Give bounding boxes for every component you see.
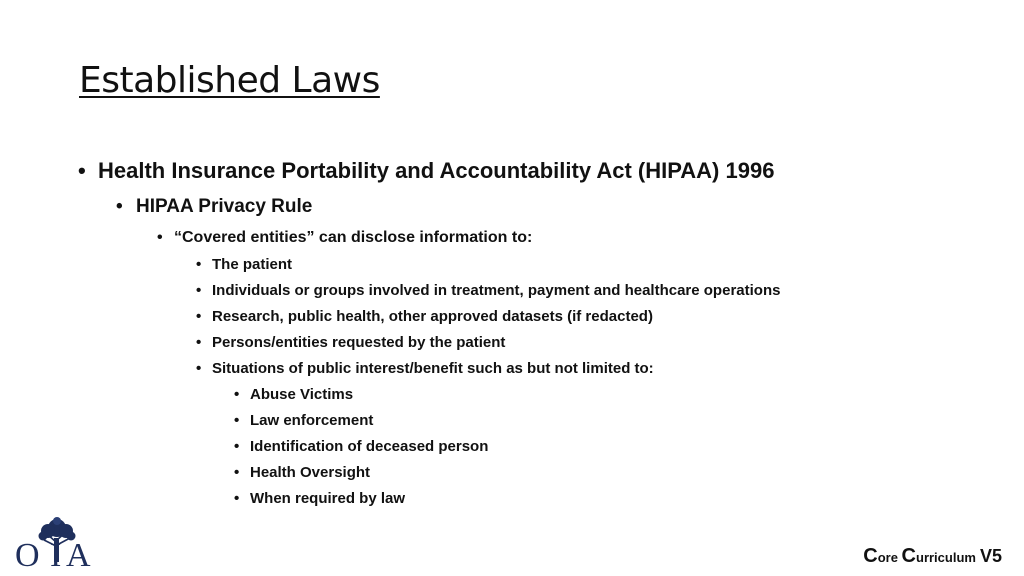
- bullet-item: [234, 464, 371, 481]
- bullet-item: [234, 438, 489, 455]
- bullet-text: Identification of deceased person: [250, 438, 489, 455]
- bullet-item: [234, 412, 374, 429]
- bullet-text: Law enforcement: [250, 412, 374, 429]
- bullet-icon: •: [234, 464, 240, 481]
- bullet-item: [116, 196, 313, 218]
- bullet-item: [196, 282, 781, 299]
- bullet-text: Health Insurance Portability and Accountability Act (HIPAA) 1996: [98, 158, 775, 183]
- logo-lettering: O: [15, 537, 40, 570]
- bullet-icon: •: [196, 334, 202, 351]
- bullet-item: [234, 386, 354, 403]
- bullet-text: Persons/entities requested by the patient: [212, 334, 506, 351]
- bullet-icon: •: [234, 412, 240, 429]
- bullet-text: When required by law: [250, 490, 406, 507]
- bullet-item: [78, 158, 775, 184]
- bullet-icon: •: [196, 256, 202, 273]
- bullet-item: [196, 308, 653, 325]
- slide-title: Established Laws: [79, 60, 380, 101]
- bullet-item: [196, 334, 506, 351]
- bullet-icon: •: [157, 229, 163, 246]
- bullet-item: [196, 256, 293, 273]
- bullet-text: Research, public health, other approved datasets (if redacted): [212, 308, 653, 325]
- bullet-icon: •: [116, 196, 123, 217]
- bullet-icon: •: [196, 308, 202, 325]
- oia-logo: [14, 516, 100, 570]
- bullet-text: Situations of public interest/benefit such as but not limited to:: [212, 360, 654, 377]
- bullet-text: HIPAA Privacy Rule: [136, 196, 313, 217]
- bullet-item: [157, 229, 533, 247]
- bullet-text: Individuals or groups involved in treatment, payment and healthcare operations: [212, 282, 781, 299]
- footer-brand: Core Curriculum V5: [863, 545, 1002, 567]
- bullet-text: Abuse Victims: [250, 386, 354, 403]
- svg-text:A: A: [66, 537, 91, 570]
- bullet-item: [196, 360, 654, 377]
- bullet-text: The patient: [212, 256, 293, 273]
- version-label: V5: [979, 546, 1002, 566]
- bullet-icon: •: [234, 490, 240, 507]
- bullet-icon: •: [78, 158, 86, 183]
- svg-text:I: I: [50, 537, 62, 570]
- bullet-icon: •: [196, 360, 202, 377]
- bullet-text: “Covered entities” can disclose information to:: [174, 229, 533, 246]
- bullet-icon: •: [234, 438, 240, 455]
- bullet-icon: •: [234, 386, 240, 403]
- bullet-item: [234, 490, 406, 507]
- bullet-icon: •: [196, 282, 202, 299]
- bullet-text: Health Oversight: [250, 464, 371, 481]
